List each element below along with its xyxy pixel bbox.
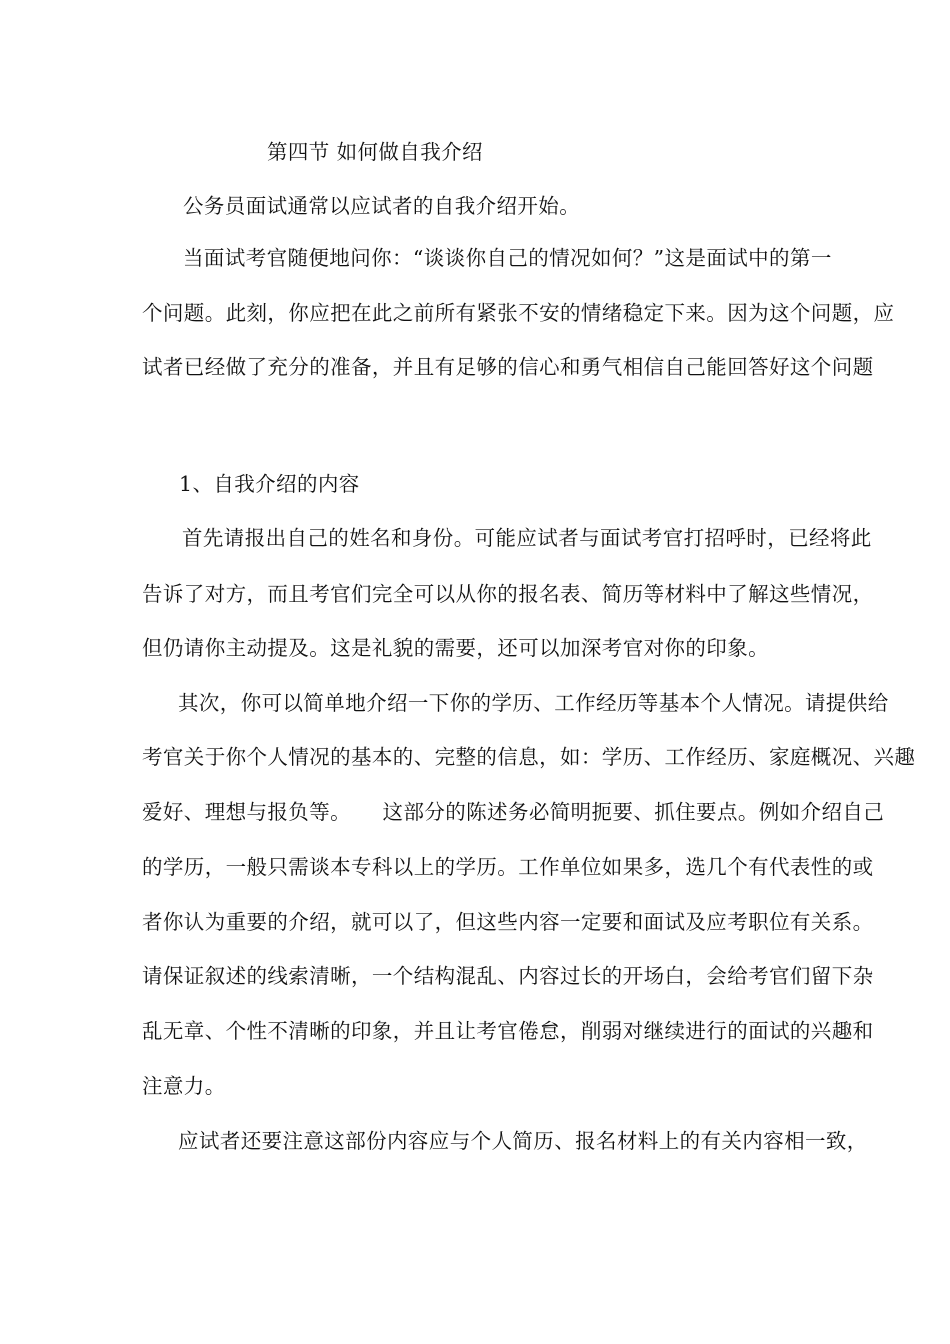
body-line-7: 的学历，一般只需谈本专科以上的学历。工作单位如果多，选几个有代表性的或 — [142, 855, 874, 879]
body-line-1: 首先请报出自己的姓名和身份。可能应试者与面试考官打招呼时，已经将此 — [182, 526, 872, 550]
body-line-10: 乱无章、个性不清晰的印象，并且让考官倦怠，削弱对继续进行的面试的兴趣和 — [142, 1019, 874, 1043]
intro-line-3: 个问题。此刻，你应把在此之前所有紧张不安的情绪稳定下来。因为这个问题，应 — [142, 301, 895, 325]
body-line-11: 注意力。 — [142, 1074, 226, 1098]
intro-line-2: 当面试考官随便地问你：“谈谈你自己的情况如何？”这是面试中的第一 — [183, 246, 832, 270]
body-line-3: 但仍请你主动提及。这是礼貌的需要，还可以加深考官对你的印象。 — [142, 636, 769, 660]
body-line-5: 考官关于你个人情况的基本的、完整的信息，如：学历、工作经历、家庭概况、兴趣 — [142, 745, 916, 769]
body-line-8: 者你认为重要的介绍，就可以了，但这些内容一定要和面试及应考职位有关系。 — [142, 910, 874, 934]
intro-line-1: 公务员面试通常以应试者的自我介绍开始。 — [183, 194, 581, 218]
body-line-2: 告诉了对方，而且考官们完全可以从你的报名表、简历等材料中了解这些情况， — [142, 582, 874, 606]
body-line-6: 爱好、理想与报负等。 这部分的陈述务必简明扼要、抓住要点。例如介绍自己 — [142, 800, 885, 824]
section-title: 第四节 如何做自我介绍 — [267, 140, 483, 164]
body-line-4: 其次，你可以简单地介绍一下你的学历、工作经历等基本个人情况。请提供给 — [178, 691, 889, 715]
body-line-9: 请保证叙述的线索清晰，一个结构混乱、内容过长的开场白，会给考官们留下杂 — [142, 964, 874, 988]
body-line-12: 应试者还要注意这部份内容应与个人简历、报名材料上的有关内容相一致， — [178, 1129, 868, 1153]
intro-line-4: 试者已经做了充分的准备，并且有足够的信心和勇气相信自己能回答好这个问题 — [142, 355, 874, 379]
subsection-heading: 1、自我介绍的内容 — [179, 472, 360, 496]
